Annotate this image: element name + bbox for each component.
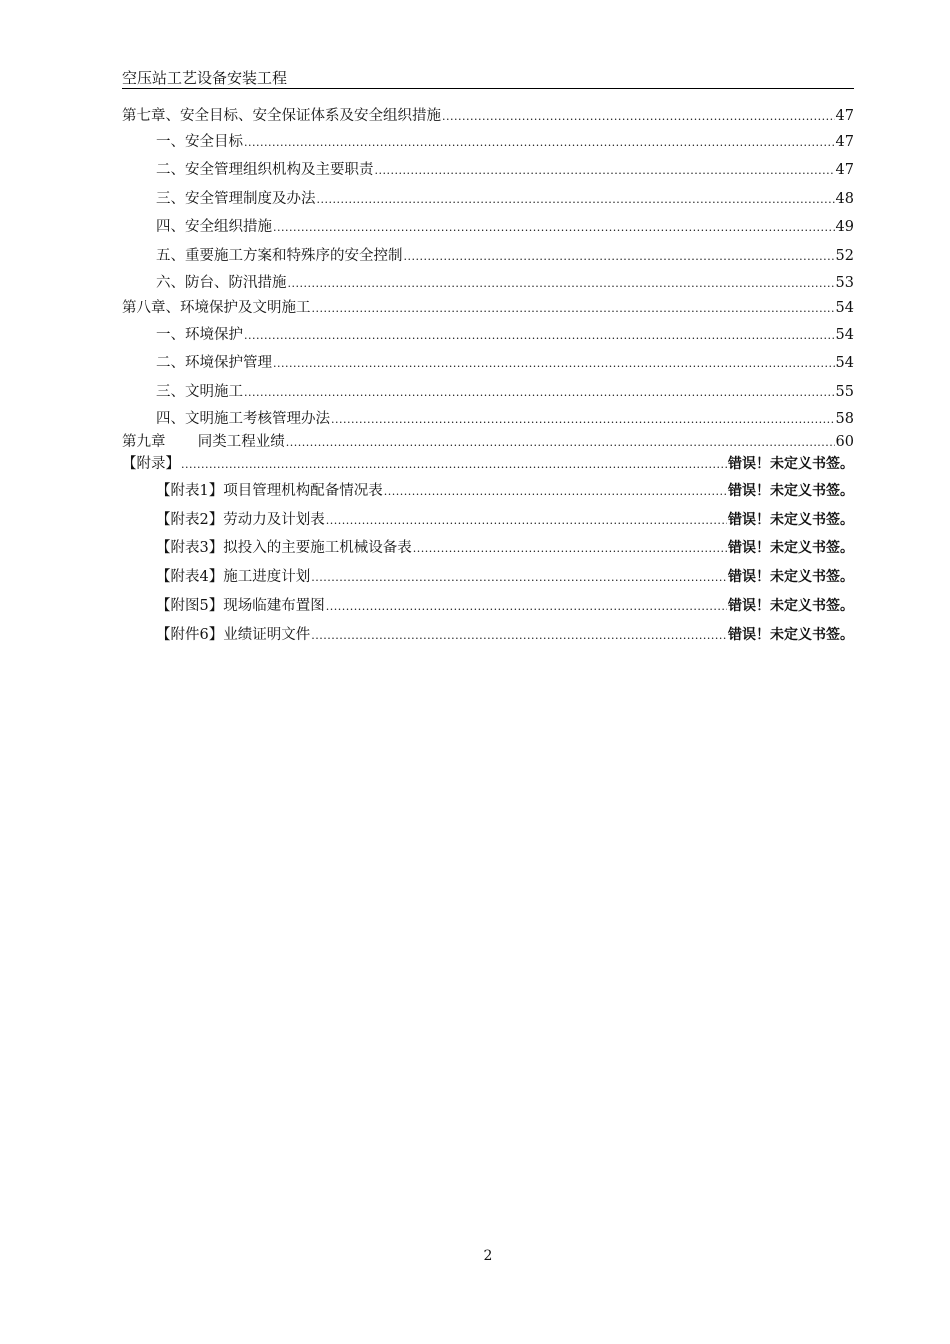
toc-leader-dots — [273, 349, 835, 378]
toc-entry-page: 49 — [835, 219, 854, 235]
toc-entry[interactable] — [122, 213, 854, 242]
toc-entry-bookmark-error: 错误！未定义书签。 — [728, 569, 854, 585]
toc-entry-title: 第七章、安全目标、安全保证体系及安全组织措施 — [122, 108, 441, 124]
toc-entry-title: 一、安全目标 — [156, 134, 243, 150]
document-title: 空压站工艺设备安装工程 — [122, 69, 288, 87]
toc-entry[interactable] — [122, 451, 854, 477]
toc-leader-dots — [244, 129, 835, 156]
toc-entry[interactable] — [122, 563, 854, 592]
toc-leader-dots — [244, 379, 835, 406]
toc-entry[interactable] — [122, 242, 854, 270]
toc-leader-dots — [317, 186, 835, 213]
toc-entry-bookmark-error: 错误！未定义书签。 — [728, 540, 854, 556]
toc-entry[interactable] — [122, 128, 854, 156]
page-number: 2 — [483, 1248, 493, 1264]
toc-entry-title: 一、环境保护 — [156, 327, 243, 343]
toc-entry-page: 47 — [835, 162, 854, 178]
toc-entry-page: 55 — [835, 384, 854, 400]
toc-entry-title: 三、文明施工 — [156, 384, 243, 400]
toc-entry[interactable] — [122, 534, 854, 563]
toc-entry-title: 【附表4】施工进度计划 — [156, 569, 311, 585]
toc-leader-dots — [326, 592, 727, 621]
toc-entry-title: 三、安全管理制度及办法 — [156, 191, 316, 207]
toc-entry-title: 五、重要施工方案和特殊序的安全控制 — [156, 248, 403, 264]
toc-entry[interactable] — [122, 156, 854, 185]
toc-entry-page: 54 — [835, 300, 854, 316]
table-of-contents — [122, 104, 854, 650]
toc-entry-title: 二、安全管理组织机构及主要职责 — [156, 162, 374, 178]
toc-entry-page: 54 — [835, 355, 854, 371]
toc-leader-dots — [273, 213, 835, 242]
toc-entry-title: 四、安全组织措施 — [156, 219, 272, 235]
toc-entry-page: 52 — [835, 248, 854, 264]
toc-leader-dots — [375, 156, 835, 185]
toc-leader-dots — [312, 296, 835, 321]
toc-entry-page: 53 — [835, 275, 854, 291]
toc-entry-title: 【附表2】劳动力及计划表 — [156, 512, 325, 528]
toc-entry-title: 四、文明施工考核管理办法 — [156, 411, 330, 427]
toc-entry[interactable] — [122, 406, 854, 433]
toc-entry-bookmark-error: 错误！未定义书签。 — [728, 598, 854, 614]
toc-entry-page: 47 — [835, 108, 854, 124]
running-header — [122, 68, 854, 89]
toc-entry[interactable] — [122, 104, 854, 128]
toc-entry-bookmark-error: 错误！未定义书签。 — [728, 627, 854, 643]
toc-leader-dots — [311, 563, 727, 592]
toc-leader-dots — [181, 452, 727, 477]
toc-entry-page: 54 — [835, 327, 854, 343]
toc-leader-dots — [442, 105, 835, 128]
toc-entry-title: 【附表3】拟投入的主要施工机械设备表 — [156, 540, 412, 556]
toc-entry-bookmark-error: 错误！未定义书签。 — [728, 456, 854, 472]
toc-entry[interactable] — [122, 378, 854, 406]
toc-entry-title: 【附表1】项目管理机构配备情况表 — [156, 483, 383, 499]
toc-leader-dots — [286, 434, 835, 451]
toc-entry[interactable] — [122, 349, 854, 378]
toc-leader-dots — [331, 406, 835, 433]
toc-entry[interactable] — [122, 433, 854, 451]
toc-entry[interactable] — [122, 270, 854, 296]
toc-entry-title: 第九章 同类工程业绩 — [122, 434, 285, 450]
toc-entry[interactable] — [122, 592, 854, 621]
toc-entry-title: 【附录】 — [122, 456, 180, 472]
toc-entry-page: 58 — [835, 411, 854, 427]
toc-entry-title: 六、防台、防汛措施 — [156, 275, 287, 291]
toc-entry[interactable] — [122, 185, 854, 213]
toc-entry[interactable] — [122, 296, 854, 321]
toc-entry[interactable] — [122, 321, 854, 349]
toc-leader-dots — [404, 243, 835, 270]
toc-entry-title: 【附图5】现场临建布置图 — [156, 598, 325, 614]
toc-entry-page: 47 — [835, 134, 854, 150]
toc-leader-dots — [288, 271, 835, 296]
toc-entry[interactable] — [122, 621, 854, 650]
toc-entry-title: 【附件6】业绩证明文件 — [156, 627, 311, 643]
toc-leader-dots — [384, 477, 727, 506]
toc-entry[interactable] — [122, 477, 854, 506]
toc-leader-dots — [311, 621, 727, 650]
toc-entry-title: 二、环境保护管理 — [156, 355, 272, 371]
toc-entry-title: 第八章、环境保护及文明施工 — [122, 300, 311, 316]
toc-entry-page: 60 — [835, 434, 854, 450]
toc-entry-bookmark-error: 错误！未定义书签。 — [728, 512, 854, 528]
toc-leader-dots — [244, 322, 835, 349]
toc-entry-bookmark-error: 错误！未定义书签。 — [728, 483, 854, 499]
toc-leader-dots — [413, 534, 727, 563]
toc-entry-page: 48 — [835, 191, 854, 207]
toc-leader-dots — [326, 507, 727, 534]
toc-entry[interactable] — [122, 506, 854, 534]
